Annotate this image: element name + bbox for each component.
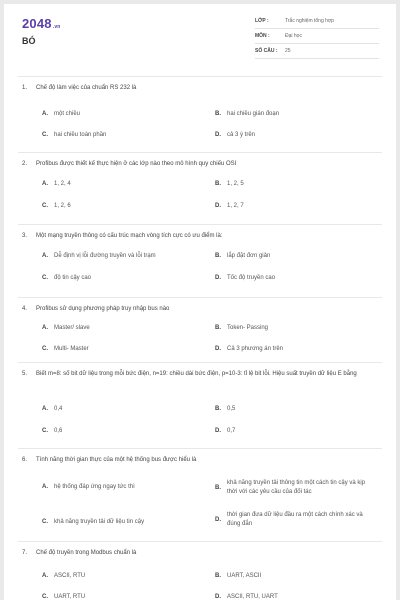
meta-class-value: Trắc nghiệm tổng hợp [285,18,334,24]
option-a[interactable]: A. ASCII, RTU [42,573,86,579]
option-a[interactable]: A. Master/ slave [42,325,90,331]
option-b[interactable]: B. UART, ASCII [215,573,262,579]
quiz-sheet [4,4,396,600]
question-text: 1. Chế độ làm việc của chuẩn RS 232 là [22,85,137,91]
option-d[interactable]: D. 0,7 [215,428,236,434]
question-text: 3. Một mạng truyền thông có cấu trúc mạch vòng tích cực có ưu điểm là: [22,233,223,239]
option-a[interactable]: A. Dễ định vị lỗi đường truyền và lỗi trạm [42,253,156,259]
question-1 [18,76,382,153]
question-3 [18,224,382,298]
question-7 [18,541,382,600]
meta-course-label: MÔN : [255,33,270,39]
option-d[interactable]: D.thời gian đưa dữ liệu đầu ra một cách chính xác và đúng đắn [215,512,363,527]
option-b[interactable]: B. hai chiều gián đoạn [215,111,280,117]
meta-course [255,31,379,44]
question-text: 6. Tính năng thời gian thực của một hệ thống bus được hiểu là [22,457,197,463]
meta-count-label: SỐ CÂU : [255,48,278,54]
option-b[interactable]: B. lắp đặt đơn giản [215,253,271,259]
option-b[interactable]: B. 0,5 [215,406,236,412]
logo-suffix: .vn [52,24,61,30]
option-a[interactable]: A. một chiều [42,111,81,117]
option-c[interactable]: C. độ tin cậy cao [42,275,92,281]
option-a[interactable]: A. 0,4 [42,406,63,412]
meta-class-label: LỚP : [255,18,269,24]
question-6 [18,448,382,542]
option-a[interactable]: A. hệ thống đáp ứng ngay tức thì [42,484,135,490]
question-text: 7. Chế độ truyền trong Modbus chuẩn là [22,550,137,556]
option-b[interactable]: B.khả năng truyền tải thông tin một cách tin cậy và kịp thời với các yêu cầu của đối tác [215,480,366,495]
option-c[interactable]: C. UART, RTU [42,594,86,600]
option-d[interactable]: D. Cả 3 phương án trên [215,346,283,352]
question-text: 4. Profibus sử dụng phương pháp truy nhập bus nào [22,306,170,312]
option-d[interactable]: D. Tốc độ truyền cao [215,275,276,281]
sheet-header [4,4,396,74]
option-c[interactable]: C. Multi- Master [42,346,89,352]
logo-text: 2048 [22,16,52,31]
meta-class [255,16,379,29]
subject-title: BÓ [22,36,36,46]
option-c[interactable]: C. khả năng truyền tải dữ liệu tin cậy [42,519,145,525]
site-logo[interactable] [22,16,61,31]
option-c[interactable]: C. hai chiều toàn phần [42,132,107,138]
option-b[interactable]: B. Token- Passing [215,325,269,331]
option-c[interactable]: C. 0,6 [42,428,63,434]
question-4 [18,297,382,363]
meta-count-value: 25 [285,48,291,54]
question-text: 2. Profibus được thiết kế thực hiện ở các lớp nào theo mô hình quy chiếu OSI [22,161,237,167]
option-d[interactable]: D. ASCII, RTU, UART [215,594,278,600]
question-5 [18,362,382,449]
meta-course-value: Đại học [285,33,302,39]
option-d[interactable]: D. cả 3 ý trên [215,132,256,138]
option-c[interactable]: C. 1, 2, 6 [42,203,71,209]
question-2 [18,152,382,225]
meta-count [255,46,379,59]
option-d[interactable]: D. 1, 2, 7 [215,203,244,209]
option-a[interactable]: A. 1, 2, 4 [42,181,71,187]
option-b[interactable]: B. 1, 2, 5 [215,181,244,187]
question-text: 5. Biết m=8: số bit dữ liệu trong mỗi bức điện, n=19: chiều dài bức điện, p=10-3: tỉ lệ bit lỗi. Hiệu suất truyền dữ liệu E bằng [22,371,357,377]
